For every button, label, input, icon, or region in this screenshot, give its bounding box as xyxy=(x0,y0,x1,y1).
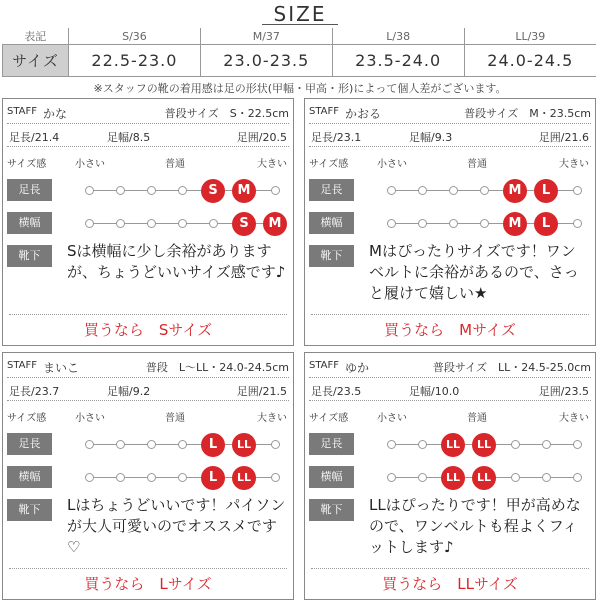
foot-measures xyxy=(309,383,591,399)
scale-stop xyxy=(573,473,582,482)
foot-length: 足長/23.1 xyxy=(311,131,362,144)
fit-note: ※スタッフの靴の着用感は足の形状(甲幅・甲高・形)によって個人差がございます。 xyxy=(93,82,507,95)
size-table-value-row xyxy=(3,45,597,77)
width-tag: 横幅 xyxy=(7,212,52,234)
foot-width: 足幅/9.3 xyxy=(409,131,453,144)
width-scale xyxy=(391,471,577,484)
foot-length: 足長/21.4 xyxy=(9,131,60,144)
divider xyxy=(309,123,591,124)
foot-measures xyxy=(7,129,289,145)
usual-size: 普段サイズ LL・24.5-25.0cm xyxy=(432,361,591,374)
foot-length: 足長/23.5 xyxy=(311,385,362,398)
recommended-size: 買うなら Sサイズ xyxy=(83,321,213,339)
length-tag: 足長 xyxy=(309,433,354,455)
scale-stop xyxy=(418,186,427,195)
scale-stop xyxy=(449,219,458,228)
length-scale xyxy=(391,438,577,451)
foot-measures xyxy=(7,383,289,399)
length-scale xyxy=(89,183,275,198)
scale-stop xyxy=(147,186,156,195)
staff-comment: Mはぴったりサイズです！ワンベルトに余裕があるので、さっと履けて嬉しい★ xyxy=(369,242,579,302)
scale-stop xyxy=(418,440,427,449)
scale-standard-label: 普通 xyxy=(165,413,185,424)
staff-header xyxy=(309,105,591,121)
scale-stop xyxy=(85,186,94,195)
scale-stop xyxy=(511,440,520,449)
size-marker: LL xyxy=(232,433,256,457)
staff-label: STAFF xyxy=(309,360,340,371)
size-marker: M xyxy=(503,179,527,203)
usual-size: 普段 L〜LL・24.0-24.5cm xyxy=(145,361,289,374)
size-marker: M xyxy=(503,212,527,236)
scale-stop xyxy=(271,473,280,482)
divider xyxy=(311,568,589,569)
foot-length: 足長/23.7 xyxy=(9,385,60,398)
page-title: SIZE xyxy=(273,2,327,26)
scale-stop xyxy=(209,219,218,228)
shoe-tag: 靴下 xyxy=(7,245,52,267)
size-table-row-label: サイズ xyxy=(3,45,69,77)
staff-label: STAFF xyxy=(7,360,38,371)
foot-girth: 足囲/20.5 xyxy=(236,131,287,144)
size-marker: LL xyxy=(472,433,496,457)
foot-width: 足幅/9.2 xyxy=(107,385,151,398)
staff-header xyxy=(7,105,289,121)
shoe-tag: 靴下 xyxy=(7,499,52,521)
length-tag: 足長 xyxy=(7,433,52,455)
length-tag: 足長 xyxy=(309,179,354,201)
scale-stop xyxy=(116,473,125,482)
scale-stop xyxy=(178,219,187,228)
divider xyxy=(7,377,289,378)
divider xyxy=(9,568,287,569)
divider xyxy=(309,377,591,378)
title-underline xyxy=(262,24,338,25)
foot-measures xyxy=(309,129,591,145)
scale-small-label: 小さい xyxy=(75,159,105,170)
scale-stop xyxy=(573,440,582,449)
usual-size: 普段サイズ M・23.5cm xyxy=(464,107,591,120)
foot-girth: 足囲/21.5 xyxy=(236,385,287,398)
staff-label: STAFF xyxy=(7,106,38,117)
staff-header xyxy=(309,359,591,375)
divider xyxy=(9,314,287,315)
scale-stop xyxy=(387,186,396,195)
foot-girth: 足囲/23.5 xyxy=(538,385,589,398)
size-marker: LL xyxy=(441,466,465,490)
size-table-value-cell: 24.0-24.5 xyxy=(464,45,596,77)
scale-stop xyxy=(178,473,187,482)
size-marker: M xyxy=(263,212,287,236)
staff-header xyxy=(7,359,289,375)
staff-panel xyxy=(304,352,596,600)
title-area xyxy=(0,0,600,26)
usual-size: 普段サイズ S・22.5cm xyxy=(164,107,289,120)
size-table-header-cell: 表記 xyxy=(3,28,69,45)
size-marker: L xyxy=(201,466,225,490)
divider xyxy=(309,146,591,147)
scale-stop xyxy=(480,186,489,195)
staff-panel xyxy=(2,352,294,600)
size-marker: S xyxy=(201,179,225,203)
divider xyxy=(7,146,289,147)
width-tag: 横幅 xyxy=(309,466,354,488)
staff-name: ゆか xyxy=(345,361,370,375)
scale-stop xyxy=(480,219,489,228)
size-table-value-cell: 22.5-23.0 xyxy=(69,45,201,77)
size-table-value-cell: 23.5-24.0 xyxy=(332,45,464,77)
size-marker: M xyxy=(232,179,256,203)
scale-stop xyxy=(85,440,94,449)
scale-title: サイズ感 xyxy=(309,413,349,424)
scale-stop xyxy=(573,186,582,195)
scale-stop xyxy=(511,473,520,482)
scale-stop xyxy=(271,440,280,449)
scale-title: サイズ感 xyxy=(309,159,349,170)
divider xyxy=(7,400,289,401)
scale-stop xyxy=(116,186,125,195)
scale-big-label: 大きい xyxy=(257,413,287,424)
scale-stop xyxy=(85,219,94,228)
shoe-tag: 靴下 xyxy=(309,245,354,267)
length-scale xyxy=(391,183,577,198)
scale-stop xyxy=(147,219,156,228)
scale-small-label: 小さい xyxy=(377,413,407,424)
divider xyxy=(309,400,591,401)
scale-stop xyxy=(116,219,125,228)
staff-comment: Sは横幅に少し余裕がありますが、ちょうどいいサイズ感です♪ xyxy=(67,242,286,281)
size-table-header-cell: L/38 xyxy=(332,28,464,45)
size-table-header-cell: LL/39 xyxy=(464,28,596,45)
size-table-header-cell: M/37 xyxy=(200,28,332,45)
scale-stop xyxy=(178,186,187,195)
size-marker: LL xyxy=(472,466,496,490)
scale-stop xyxy=(542,473,551,482)
divider xyxy=(311,314,589,315)
width-tag: 横幅 xyxy=(7,466,52,488)
scale-stop xyxy=(271,186,280,195)
recommended-size: 買うなら Lサイズ xyxy=(84,575,212,593)
scale-title: サイズ感 xyxy=(7,159,47,170)
scale-stop xyxy=(387,473,396,482)
staff-panel xyxy=(304,98,596,346)
scale-small-label: 小さい xyxy=(377,159,407,170)
size-marker: S xyxy=(232,212,256,236)
scale-stop xyxy=(178,440,187,449)
size-marker: LL xyxy=(232,466,256,490)
scale-stop xyxy=(418,219,427,228)
scale-stop xyxy=(147,440,156,449)
length-tag: 足長 xyxy=(7,179,52,201)
staff-comment: LLはぴったりです！甲が高めなので、ワンベルトも程よくフィットします♪ xyxy=(369,496,581,556)
scale-stop xyxy=(573,219,582,228)
scale-stop xyxy=(449,186,458,195)
scale-stop xyxy=(387,440,396,449)
staff-comment: Lはちょうどいいです！パイソンが大人可愛いのでオススメです♡ xyxy=(67,496,286,556)
staff-panel xyxy=(2,98,294,346)
scale-stop xyxy=(147,473,156,482)
foot-girth: 足囲/21.6 xyxy=(538,131,589,144)
staff-name: かおる xyxy=(345,107,382,121)
scale-stop xyxy=(418,473,427,482)
staff-name: まいこ xyxy=(43,361,80,375)
length-scale xyxy=(89,437,275,452)
foot-width: 足幅/10.0 xyxy=(409,385,460,398)
shoe-tag: 靴下 xyxy=(309,499,354,521)
size-marker: L xyxy=(534,212,558,236)
scale-stop xyxy=(116,440,125,449)
scale-big-label: 大きい xyxy=(257,159,287,170)
scale-stop xyxy=(387,219,396,228)
size-table xyxy=(2,28,596,77)
scale-stop xyxy=(85,473,94,482)
staff-label: STAFF xyxy=(309,106,340,117)
size-marker: LL xyxy=(441,433,465,457)
width-tag: 横幅 xyxy=(309,212,354,234)
recommended-size: 買うなら Mサイズ xyxy=(384,321,516,339)
scale-standard-label: 普通 xyxy=(467,413,487,424)
scale-big-label: 大きい xyxy=(559,159,589,170)
staff-name: かな xyxy=(43,107,68,121)
size-marker: L xyxy=(534,179,558,203)
scale-small-label: 小さい xyxy=(75,413,105,424)
width-scale xyxy=(89,470,275,485)
width-scale xyxy=(89,216,282,231)
foot-width: 足幅/8.5 xyxy=(107,131,151,144)
scale-standard-label: 普通 xyxy=(165,159,185,170)
recommended-size: 買うなら LLサイズ xyxy=(382,575,518,593)
scale-big-label: 大きい xyxy=(559,413,589,424)
size-table-header-cell: S/36 xyxy=(69,28,201,45)
width-scale xyxy=(391,216,577,231)
size-table-header-row xyxy=(3,28,597,45)
scale-stop xyxy=(542,440,551,449)
divider xyxy=(7,123,289,124)
size-table-value-cell: 23.0-23.5 xyxy=(200,45,332,77)
size-marker: L xyxy=(201,433,225,457)
scale-title: サイズ感 xyxy=(7,413,47,424)
scale-standard-label: 普通 xyxy=(467,159,487,170)
